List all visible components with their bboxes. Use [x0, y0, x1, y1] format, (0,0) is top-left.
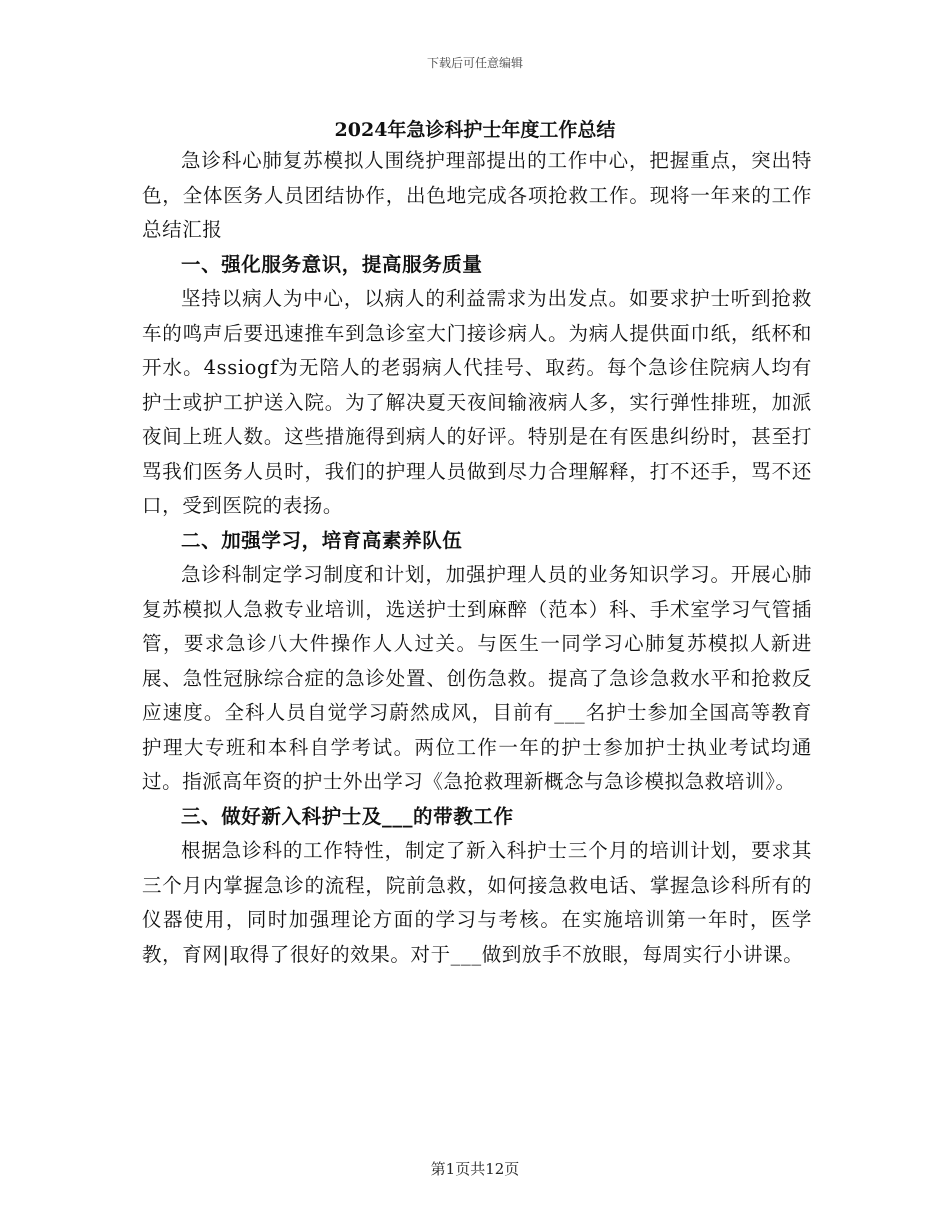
document-title: 2024年急诊科护士年度工作总结	[334, 119, 616, 141]
intro-paragraph: 急诊科心肺复苏模拟人围绕护理部提出的工作中心，把握重点，突出特色，全体医务人员团结协作，出色地完成各项抢救工作。现将一年来的工作总结汇报	[142, 149, 812, 241]
document-body	[142, 144, 812, 972]
header-note: 下载后可任意编辑	[426, 56, 523, 70]
section-heading-1: 一、强化服务意识，提高服务质量	[181, 252, 483, 276]
section-paragraph-3: 根据急诊科的工作特性，制定了新入科护士三个月的培训计划，要求其三个月内掌握急诊的流程，院前急救，如何接急救电话、掌握急诊科所有的仪器使用，同时加强理论方面的学习与考核。在实施培训第一年时，医学教，育网|取得了很好的效果。对于___做到放手不放眼，每周实行小讲课。	[142, 839, 812, 966]
page-number-footer: 第1页共12页	[430, 1160, 520, 1178]
section-heading-3: 三、做好新入科护士及___的带教工作	[181, 804, 514, 828]
section-heading-2: 二、加强学习，培育高素养队伍	[181, 528, 463, 552]
section-paragraph-1: 坚持以病人为中心，以病人的利益需求为出发点。如要求护士听到抢救车的鸣声后要迅速推车到急诊室大门接诊病人。为病人提供面巾纸，纸杯和开水。4ssiogf为无陪人的老弱病人代挂号、取药。每个急诊住院病人均有护士或护工护送入院。为了解决夏天夜间输液病人多，实行弹性排班，加派夜间上班人数。这些措施得到病人的好评。特别是在有医患纠纷时，甚至打骂我们医务人员时，我们的护理人员做到尽力合理解释，打不还手，骂不还口，受到医院的表扬。	[142, 287, 812, 517]
section-paragraph-2: 急诊科制定学习制度和计划，加强护理人员的业务知识学习。开展心肺复苏模拟人急救专业培训，选送护士到麻醉（范本）科、手术室学习气管插管，要求急诊八大件操作人人过关。与医生一同学习心肺复苏模拟人新进展、急性冠脉综合症的急诊处置、创伤急救。提高了急诊急救水平和抢救反应速度。全科人员自觉学习蔚然成风，目前有___名护士参加全国高等教育护理大专班和本科自学考试。两位工作一年的护士参加护士执业考试均通过。指派高年资的护士外出学习《急抢救理新概念与急诊模拟急救培训》。	[142, 563, 812, 793]
